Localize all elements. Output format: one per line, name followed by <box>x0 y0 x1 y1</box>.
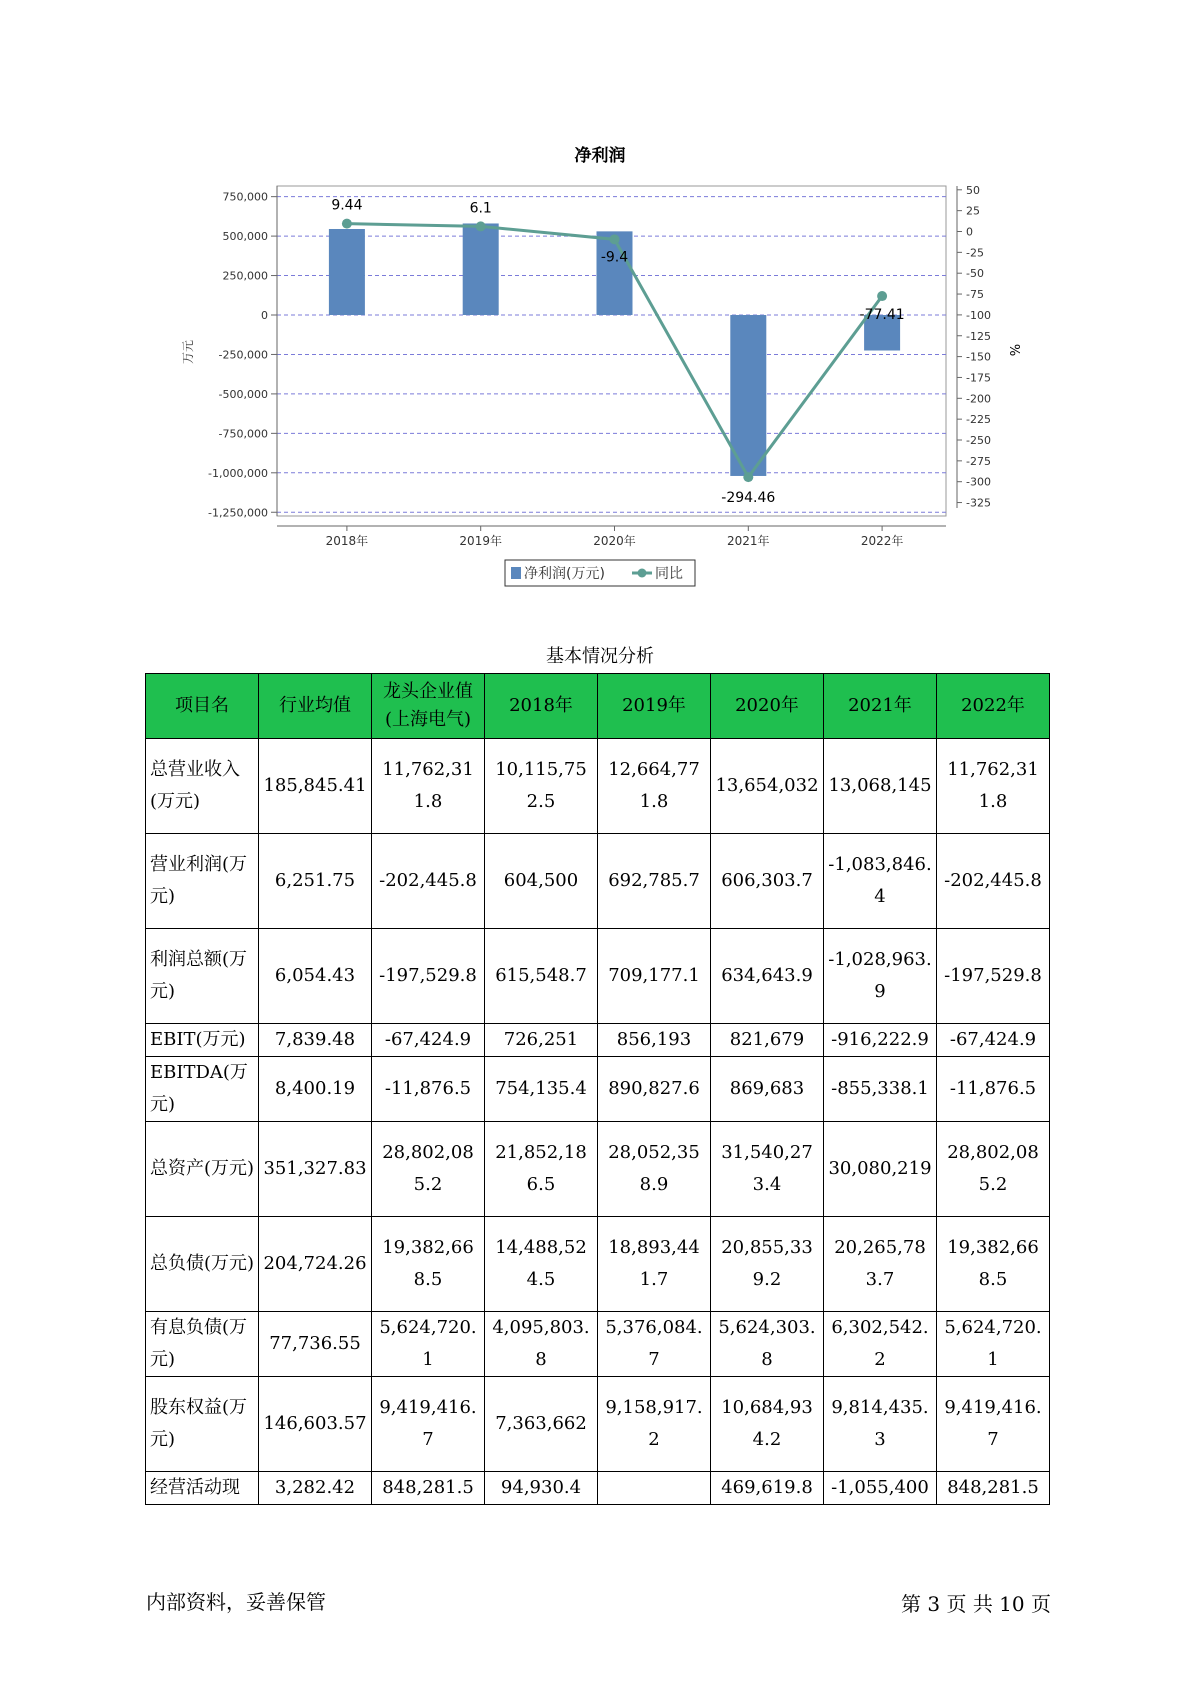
value-cell: 28,802,085.2 <box>372 1122 485 1217</box>
value-cell: 615,548.7 <box>485 929 598 1024</box>
value-cell: 6,251.75 <box>259 834 372 929</box>
value-cell: 28,052,358.9 <box>598 1122 711 1217</box>
value-cell: -67,424.9 <box>937 1024 1050 1057</box>
table-header-row <box>146 674 1050 739</box>
header-cell: 2019年 <box>598 674 711 739</box>
bar <box>329 229 365 315</box>
value-cell: 11,762,311.8 <box>937 739 1050 834</box>
value-cell: 848,281.5 <box>372 1472 485 1505</box>
value-cell: 634,643.9 <box>711 929 824 1024</box>
table-row <box>146 1377 1050 1472</box>
right-tick-label: -125 <box>966 329 991 343</box>
footer-note: 内部资料，妥善保管 <box>146 1590 326 1614</box>
right-tick-label: -100 <box>966 308 991 322</box>
legend-bar-label: 净利润(万元) <box>524 566 605 582</box>
chart-title: 净利润 <box>574 146 626 166</box>
data-label: -9.4 <box>600 249 629 266</box>
value-cell: 9,419,416.7 <box>937 1377 1050 1472</box>
right-tick-label: -300 <box>966 475 991 489</box>
left-tick-label: -750,000 <box>218 427 268 441</box>
table-row <box>146 1472 1050 1505</box>
value-cell: 5,624,303.8 <box>711 1312 824 1377</box>
line-point <box>342 219 352 229</box>
x-tick-label: 2021年 <box>727 534 770 548</box>
right-tick-label: -225 <box>966 413 991 427</box>
row-label-cell: EBIT(万元) <box>146 1024 259 1057</box>
right-tick-label: -175 <box>966 371 991 385</box>
right-tick-label: 0 <box>966 225 973 239</box>
value-cell: 604,500 <box>485 834 598 929</box>
table-row <box>146 1122 1050 1217</box>
data-label: 6.1 <box>469 200 492 217</box>
value-cell: 6,302,542.2 <box>824 1312 937 1377</box>
right-tick-label: -275 <box>966 454 991 468</box>
left-axis-label: 万元 <box>181 339 195 365</box>
value-cell: 31,540,273.4 <box>711 1122 824 1217</box>
value-cell: -67,424.9 <box>372 1024 485 1057</box>
value-cell: 869,683 <box>711 1057 824 1122</box>
bar <box>463 223 499 315</box>
left-tick-label: 250,000 <box>222 269 268 283</box>
value-cell: -916,222.9 <box>824 1024 937 1057</box>
value-cell: 10,684,934.2 <box>711 1377 824 1472</box>
legend-line-label: 同比 <box>655 566 683 582</box>
value-cell: -1,083,846.4 <box>824 834 937 929</box>
left-tick-label: -250,000 <box>218 348 268 362</box>
value-cell: 9,419,416.7 <box>372 1377 485 1472</box>
value-cell: 8,400.19 <box>259 1057 372 1122</box>
value-cell: 10,115,752.5 <box>485 739 598 834</box>
header-cell: 龙头企业值(上海电气) <box>372 674 485 739</box>
row-label-cell: EBITDA(万元) <box>146 1057 259 1122</box>
right-tick-label: 25 <box>966 204 980 218</box>
header-cell: 行业均值 <box>259 674 372 739</box>
value-cell: -855,338.1 <box>824 1057 937 1122</box>
table-row <box>146 929 1050 1024</box>
left-tick-label: 750,000 <box>222 190 268 204</box>
value-cell: 20,265,783.7 <box>824 1217 937 1312</box>
right-axis-label: % <box>1006 343 1021 357</box>
value-cell: 848,281.5 <box>937 1472 1050 1505</box>
x-tick-label: 2020年 <box>593 534 636 548</box>
chart-legend <box>505 560 695 586</box>
value-cell: 146,603.57 <box>259 1377 372 1472</box>
row-label-cell: 股东权益(万元) <box>146 1377 259 1472</box>
row-label-cell: 经营活动现 <box>146 1472 259 1505</box>
value-cell: 5,624,720.1 <box>372 1312 485 1377</box>
value-cell: 606,303.7 <box>711 834 824 929</box>
value-cell: 94,930.4 <box>485 1472 598 1505</box>
row-label-cell: 总营业收入(万元) <box>146 739 259 834</box>
data-label: -77.41 <box>859 307 905 324</box>
value-cell: 821,679 <box>711 1024 824 1057</box>
page-number: 第 3 页 共 10 页 <box>901 1592 1051 1616</box>
value-cell: 11,762,311.8 <box>372 739 485 834</box>
value-cell: 754,135.4 <box>485 1057 598 1122</box>
right-tick-label: -25 <box>966 246 984 260</box>
right-tick-label: -250 <box>966 434 991 447</box>
value-cell: 18,893,441.7 <box>598 1217 711 1312</box>
left-tick-label: -1,000,000 <box>208 466 268 480</box>
row-label-cell: 总负债(万元) <box>146 1217 259 1312</box>
value-cell <box>598 1472 711 1505</box>
header-cell: 项目名 <box>146 674 259 739</box>
basic-analysis-table <box>145 673 1050 1505</box>
value-cell: 28,802,085.2 <box>937 1122 1050 1217</box>
right-axis <box>957 184 991 510</box>
value-cell: 30,080,219 <box>824 1122 937 1217</box>
header-cell: 2021年 <box>824 674 937 739</box>
net-profit-chart <box>0 0 1191 600</box>
table-row <box>146 1024 1050 1057</box>
line-point <box>476 221 486 231</box>
value-cell: 19,382,668.5 <box>937 1217 1050 1312</box>
value-cell: -11,876.5 <box>372 1057 485 1122</box>
table-row <box>146 1057 1050 1122</box>
value-cell: -202,445.8 <box>372 834 485 929</box>
value-cell: -202,445.8 <box>937 834 1050 929</box>
right-tick-label: -50 <box>966 267 984 281</box>
value-cell: 13,068,145 <box>824 739 937 834</box>
value-cell: -1,055,400 <box>824 1472 937 1505</box>
row-label-cell: 总资产(万元) <box>146 1122 259 1217</box>
value-cell: 351,327.83 <box>259 1122 372 1217</box>
value-cell: 709,177.1 <box>598 929 711 1024</box>
table-row <box>146 1217 1050 1312</box>
value-cell: 692,785.7 <box>598 834 711 929</box>
value-cell: 77,736.55 <box>259 1312 372 1377</box>
value-cell: -11,876.5 <box>937 1057 1050 1122</box>
value-cell: 9,158,917.2 <box>598 1377 711 1472</box>
value-cell: 9,814,435.3 <box>824 1377 937 1472</box>
line-point <box>877 291 887 301</box>
left-tick-label: -1,250,000 <box>208 506 268 520</box>
value-cell: 3,282.42 <box>259 1472 372 1505</box>
legend-bar-swatch <box>511 567 521 579</box>
value-cell: 5,376,084.7 <box>598 1312 711 1377</box>
value-cell: 19,382,668.5 <box>372 1217 485 1312</box>
value-cell: 7,839.48 <box>259 1024 372 1057</box>
legend-line-marker <box>638 569 647 578</box>
x-tick-label: 2022年 <box>860 534 904 548</box>
header-cell: 2020年 <box>711 674 824 739</box>
row-label-cell: 有息负债(万元) <box>146 1312 259 1377</box>
x-axis <box>277 526 946 548</box>
value-cell: 726,251 <box>485 1024 598 1057</box>
value-cell: 20,855,339.2 <box>711 1217 824 1312</box>
table-row <box>146 1312 1050 1377</box>
value-cell: 6,054.43 <box>259 929 372 1024</box>
value-cell: 13,654,032 <box>711 739 824 834</box>
value-cell: -1,028,963.9 <box>824 929 937 1024</box>
data-label: -294.46 <box>721 490 776 507</box>
value-cell: 4,095,803.8 <box>485 1312 598 1377</box>
table-title: 基本情况分析 <box>546 646 654 667</box>
value-cell: 12,664,771.8 <box>598 739 711 834</box>
value-cell: -197,529.8 <box>372 929 485 1024</box>
header-cell: 2018年 <box>485 674 598 739</box>
x-tick-label: 2019年 <box>459 534 502 548</box>
value-cell: 185,845.41 <box>259 739 372 834</box>
value-cell: 469,619.8 <box>711 1472 824 1505</box>
value-cell: 856,193 <box>598 1024 711 1057</box>
left-axis <box>208 186 277 519</box>
left-tick-label: -500,000 <box>218 387 268 401</box>
data-label: 9.44 <box>331 197 363 214</box>
x-tick-label: 2018年 <box>325 534 369 548</box>
row-label-cell: 利润总额(万元) <box>146 929 259 1024</box>
value-cell: -197,529.8 <box>937 929 1050 1024</box>
left-tick-label: 0 <box>261 309 268 322</box>
right-tick-label: -325 <box>966 496 991 510</box>
value-cell: 14,488,524.5 <box>485 1217 598 1312</box>
row-label-cell: 营业利润(万元) <box>146 834 259 929</box>
value-cell: 21,852,186.5 <box>485 1122 598 1217</box>
value-cell: 7,363,662 <box>485 1377 598 1472</box>
value-cell: 5,624,720.1 <box>937 1312 1050 1377</box>
right-tick-label: 50 <box>966 183 980 197</box>
table-row <box>146 834 1050 929</box>
right-tick-label: -75 <box>966 288 984 302</box>
line-point <box>610 234 620 244</box>
line-point <box>743 472 753 482</box>
right-tick-label: -200 <box>966 392 991 406</box>
value-cell: 204,724.26 <box>259 1217 372 1312</box>
table-row <box>146 739 1050 834</box>
right-tick-label: -150 <box>966 350 991 364</box>
value-cell: 890,827.6 <box>598 1057 711 1122</box>
left-tick-label: 500,000 <box>222 230 268 244</box>
header-cell: 2022年 <box>937 674 1050 739</box>
